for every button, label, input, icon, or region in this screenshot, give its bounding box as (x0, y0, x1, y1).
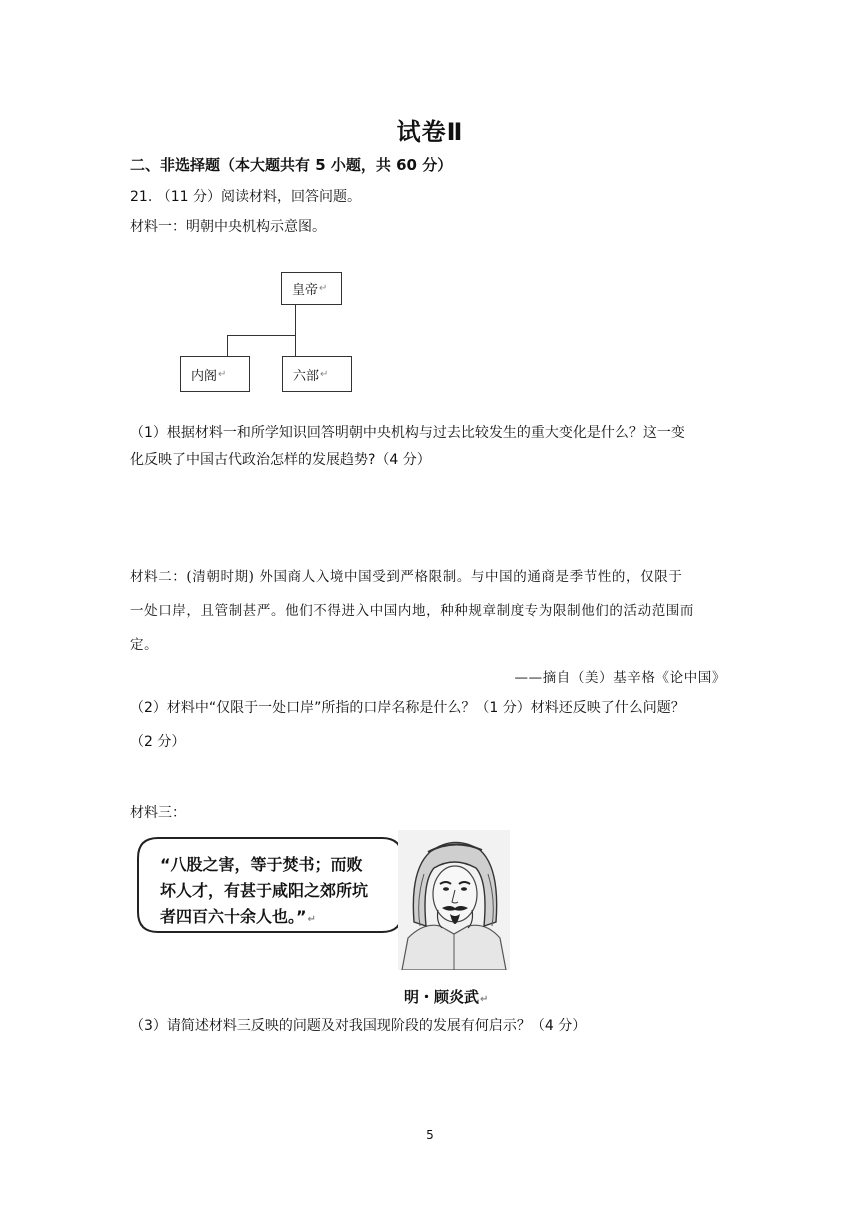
question-2-line-1: （2）材料中“仅限于一处口岸”所指的口岸名称是什么？（1 分）材料还反映了什么问题？ (130, 700, 685, 716)
page-number: 5 (426, 1128, 434, 1142)
material1-label: 材料一：明朝中央机构示意图。 (130, 219, 326, 235)
org-connector-left-drop (227, 335, 228, 356)
material2-line-2: 一处口岸，且管制甚严。他们不得进入中国内地，种种规章制度专为限制他们的活动范围而 (130, 603, 694, 619)
org-box-emperor (281, 272, 342, 305)
portrait-caption: 明・顾炎武↵ (404, 988, 489, 1006)
org-connector-right-drop (295, 335, 296, 356)
quote-line-1: “八股之害，等于焚书；而败 (160, 855, 363, 874)
return-mark-icon: ↵ (320, 368, 329, 380)
question-3: （3）请简述材料三反映的问题及对我国现阶段的发展有何启示？（4 分） (130, 1018, 587, 1034)
org-connector-horizontal (227, 335, 296, 336)
material2-line-3: 定。 (130, 637, 159, 653)
question-1-line-1: （1）根据材料一和所学知识回答明朝中央机构与过去比较发生的重大变化是什么？这一变 (130, 425, 685, 441)
org-chart (180, 272, 360, 394)
section-heading: 二、非选择题（本大题共有 5 小题，共 60 分） (130, 156, 453, 174)
return-mark-icon: ↵ (480, 994, 489, 1005)
org-connector-vertical (295, 305, 296, 335)
question-1-line-2: 化反映了中国古代政治怎样的发展趋势?（4 分） (130, 452, 431, 468)
org-box-six-ministries (282, 356, 352, 392)
return-mark-icon: ↵ (307, 914, 316, 925)
material2-line-1: 材料二：(清朝时期) 外国商人入境中国受到严格限制。与中国的通商是季节性的，仅限于 (130, 569, 683, 585)
quote-line-3: 者四百六十余人也。”↵ (160, 907, 316, 926)
quote-line-2: 坏人才，有甚于咸阳之郊所坑 (160, 881, 369, 900)
org-label-emperor: 皇帝 (292, 283, 319, 298)
exam-part-title: 试卷Ⅱ (396, 118, 464, 146)
org-box-cabinet (180, 356, 250, 392)
quote-text (160, 852, 400, 933)
question-number-line: 21. （11 分）阅读材料，回答问题。 (130, 189, 361, 205)
material2-source: ——摘自（美）基辛格《论中国》 (514, 670, 726, 686)
return-mark-icon: ↵ (319, 283, 328, 294)
org-label-cabinet: 内阁 (191, 368, 218, 384)
org-label-six-ministries: 六部 (293, 368, 320, 384)
material3-label: 材料三： (130, 805, 186, 821)
question-2-line-2: （2 分） (130, 734, 186, 750)
return-mark-icon: ↵ (218, 368, 227, 380)
portrait-image (398, 830, 510, 970)
